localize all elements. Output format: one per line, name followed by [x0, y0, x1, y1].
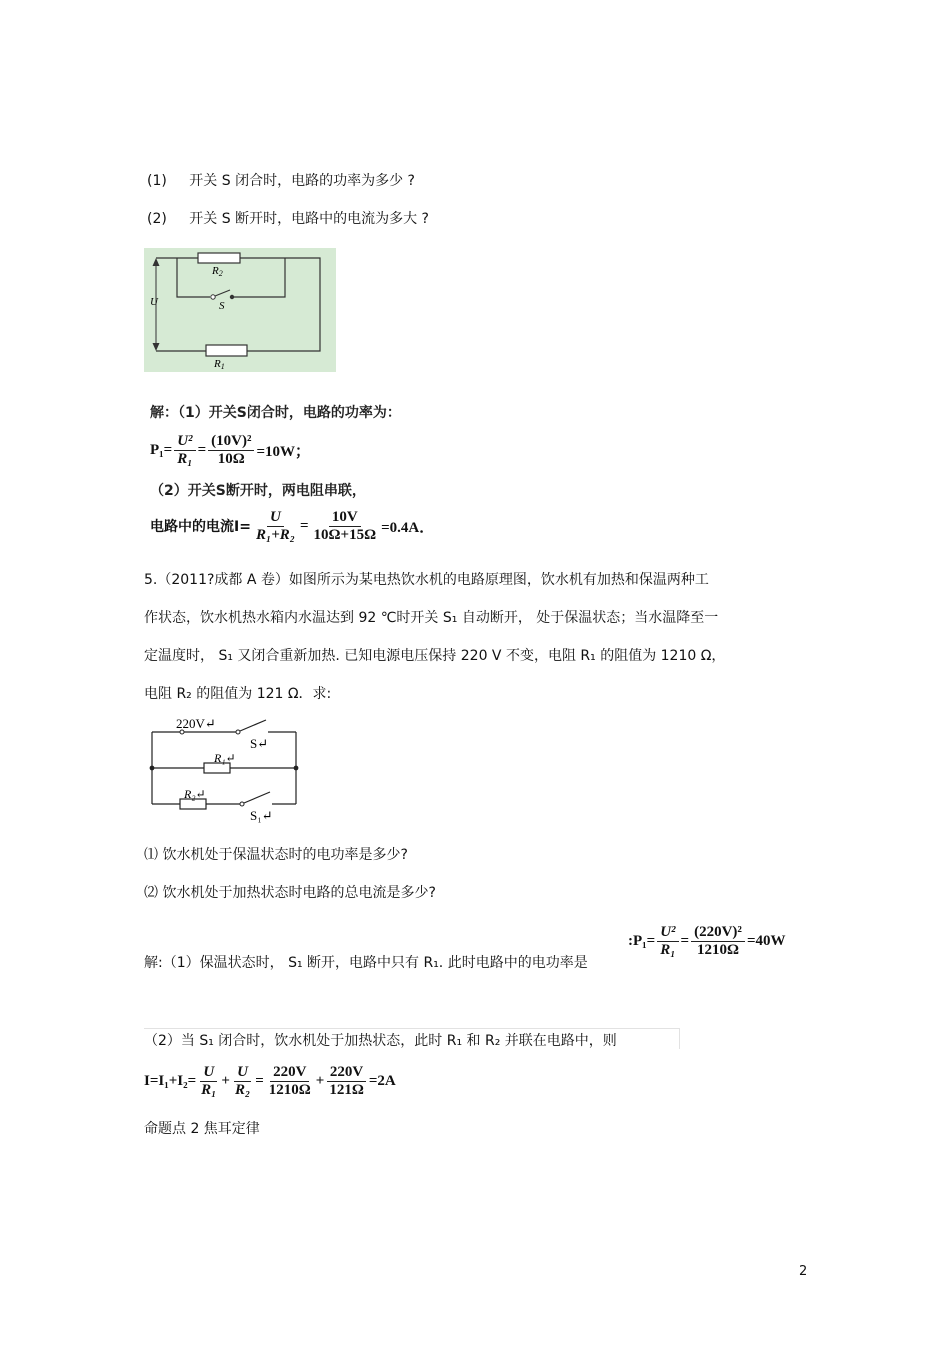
q4-item-1 — [147, 170, 415, 190]
q5-line-2: 作状态，饮水机热水箱内水温达到 92 ℃时开关 S₁ 自动断开， 处于保温状态；当水温降至一 — [144, 610, 719, 626]
resistor-r1 — [206, 345, 247, 356]
q4-item-2-text: 开关 S 断开时，电路中的电流为多大 ? — [189, 211, 429, 227]
f2-frac-1 — [253, 509, 298, 544]
f4-plus-1: + — [221, 1072, 230, 1089]
circuit-2-svg — [146, 712, 302, 824]
switch-s-pivot — [236, 730, 240, 734]
switch-s-contact — [230, 295, 234, 299]
f4-plus-2: + — [315, 1072, 325, 1089]
solution-2-line-2: （2）当 S₁ 闭合时，饮水机处于加热状态，此时 R₁ 和 R₂ 并联在电路中，则 — [144, 1033, 617, 1049]
page-number: 2 — [799, 1264, 808, 1279]
circuit-figure-1 — [144, 248, 336, 372]
junction-left — [150, 766, 155, 771]
f3-den-1: R₁ — [660, 941, 676, 958]
label-s: S↵ — [250, 736, 269, 751]
f2-den-1: R₁+R₂ — [255, 526, 295, 543]
solution-2-formula-2 — [144, 1058, 396, 1104]
solution-2-formula-1 — [628, 918, 786, 964]
circuit-1-svg — [144, 248, 336, 372]
f3-frac-1 — [657, 924, 678, 959]
f4-tail: =2A — [368, 1072, 396, 1089]
f4-frac-1 — [198, 1064, 219, 1099]
switch-s1-pivot — [240, 802, 244, 806]
f1-frac-1 — [174, 433, 195, 468]
f4-frac-3 — [266, 1064, 314, 1099]
f2-frac-2 — [311, 509, 380, 544]
f3-num-2: (220V)² — [691, 924, 745, 942]
f4-den-2: R₂ — [234, 1081, 251, 1098]
f1-lhs: P₁= — [150, 441, 173, 458]
f4-frac-2 — [232, 1064, 253, 1099]
f4-eq: = — [255, 1072, 264, 1089]
f1-den-1: R₁ — [177, 450, 193, 467]
solution-1-formula-1 — [150, 428, 310, 472]
f2-num-1: U — [267, 509, 284, 527]
f1-frac-2 — [208, 433, 254, 468]
f4-frac-4 — [326, 1064, 367, 1099]
switch-s-pivot — [211, 295, 215, 299]
f2-eq: = — [299, 517, 309, 534]
f4-num-2: U — [234, 1064, 251, 1082]
solution-1-formula-2 — [150, 504, 434, 548]
solution-1-line-1: 解：（1）开关S闭合时，电路的功率为： — [150, 405, 401, 421]
q4-item-1-text: 开关 S 闭合时，电路的功率为多少 ? — [189, 173, 415, 189]
label-r2: R₂↵ — [184, 787, 206, 801]
f4-num-1: U — [200, 1064, 217, 1082]
q4-item-1-num: (1) — [147, 173, 167, 189]
switch-s1-blade — [244, 792, 270, 803]
f4-num-4: 220V — [327, 1064, 366, 1082]
q5-line-1: 5.（2011?成都 A 卷）如图所示为某电热饮水机的电路原理图，饮水机有加热和保温两种工 — [144, 572, 709, 588]
label-220v: 220V↵ — [176, 716, 216, 731]
f2-den-2: 10Ω+15Ω — [313, 526, 377, 543]
label-s1: S₁↵ — [250, 808, 273, 823]
f3-den-2: 1210Ω — [697, 941, 740, 958]
f4-den-4: 121Ω — [329, 1081, 364, 1098]
q5-line-4: 电阻 R₂ 的阻值为 121 Ω．求: — [144, 686, 332, 702]
switch-s-blade — [240, 720, 266, 731]
label-r1: R₁↵ — [214, 751, 236, 765]
q5-line-3: 定温度时， S₁ 又闭合重新加热. 已知电源电压保持 220 V 不变，电阻 R₁ 的阻值为 1210 Ω， — [144, 648, 726, 664]
q5-item-2: ⑵ 饮水机处于加热状态时电路的总电流是多少? — [144, 885, 436, 901]
f3-lhs: :P₁= — [628, 932, 656, 949]
f4-num-3: 220V — [270, 1064, 309, 1082]
f4-den-1: R₁ — [201, 1081, 217, 1098]
f2-lhs: 电路中的电流I= — [150, 519, 251, 535]
f3-tail: =40W — [746, 932, 786, 949]
section-title: 命题点 2 焦耳定律 — [144, 1121, 260, 1137]
f1-tail: =10W； — [256, 443, 311, 460]
f2-tail: =0.4A． — [381, 519, 435, 536]
f3-num-1: U² — [657, 924, 678, 942]
f1-num-2: (10V)² — [208, 433, 254, 451]
f1-eq: = — [197, 441, 207, 458]
f4-lhs: I=I₁+I₂= — [144, 1072, 197, 1089]
f2-num-2: 10V — [329, 509, 361, 527]
f3-frac-2 — [691, 924, 745, 959]
q5-item-1: ⑴ 饮水机处于保温状态时的电功率是多少? — [144, 847, 408, 863]
q4-item-2 — [147, 208, 429, 228]
f1-den-2: 10Ω — [217, 450, 245, 467]
f1-num-1: U² — [174, 433, 195, 451]
label-r2: R2 — [212, 265, 223, 278]
junction-right — [294, 766, 299, 771]
label-u: U — [150, 296, 158, 308]
solution-2-box-edge — [144, 1028, 680, 1049]
solution-1-line-3: （2）开关S断开时，两电阻串联， — [150, 483, 366, 499]
label-r1: R1 — [214, 358, 225, 371]
resistor-r2 — [198, 253, 240, 263]
f4-den-3: 1210Ω — [268, 1081, 311, 1098]
f3-eq: = — [680, 932, 690, 949]
solution-2-line-1: 解:（1）保温状态时， S₁ 断开，电路中只有 R₁. 此时电路中的电功率是 — [144, 955, 588, 971]
q4-item-2-num: (2) — [147, 211, 167, 227]
label-s: S — [219, 300, 225, 312]
circuit-figure-2 — [146, 712, 302, 824]
